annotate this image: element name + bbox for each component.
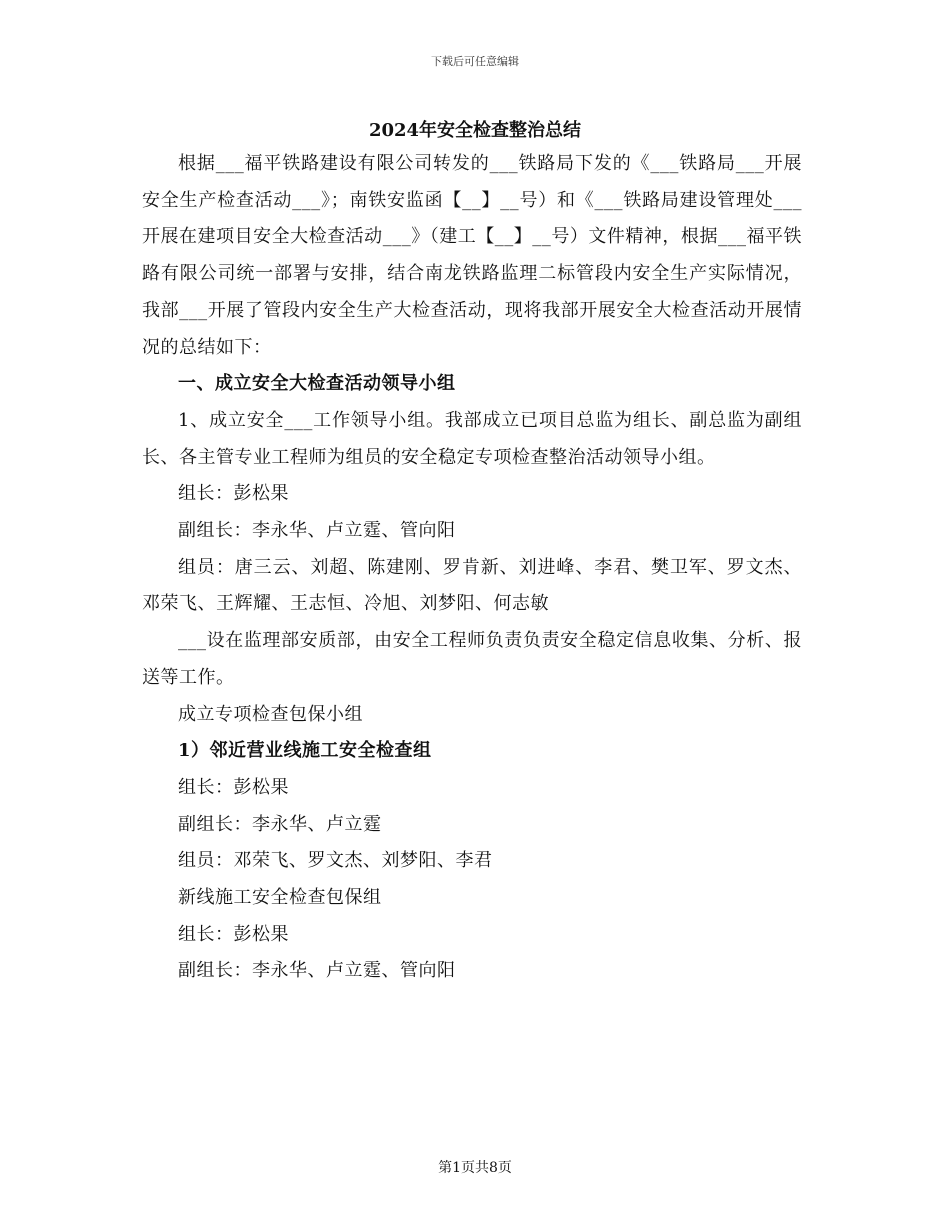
body-paragraph: 组员：唐三云、刘超、陈建刚、罗肯新、刘进峰、李君、樊卫军、罗文杰、邓荣飞、王辉耀、王志恒、冷旭、刘梦阳、何志敏: [142, 556, 802, 615]
document-body: [142, 146, 802, 990]
section-heading-1: 一、成立安全大检查活动领导小组: [178, 373, 456, 395]
body-paragraph: 1、成立安全___工作领导小组。我部成立已项目总监为组长、副总监为副组长、各主管专业工程师为组员的安全稳定专项检查整治活动领导小组。: [142, 409, 802, 468]
document-title: 2024年安全检查整治总结: [368, 120, 582, 141]
body-paragraph: 组长：彭松果: [178, 776, 289, 798]
body-paragraph: 组员：邓荣飞、罗文杰、刘梦阳、李君: [178, 850, 493, 872]
body-paragraph: 组长：彭松果: [178, 483, 289, 505]
subsection-heading: 1）邻近营业线施工安全检查组: [178, 740, 432, 762]
body-paragraph: 成立专项检查包保小组: [178, 703, 363, 725]
body-paragraph: ___设在监理部安质部，由安全工程师负责负责安全稳定信息收集、分析、报送等工作。: [142, 630, 802, 688]
intro-paragraph: 根据___福平铁路建设有限公司转发的___铁路局下发的《___铁路局___开展安全生产检查活动___》；南铁安监函【__】__号）和《___铁路局建设管理处___开展在建项目安全大检查活动___》（建工【__】__号）文件精神，根据___福平铁路有限公司统一部署与安排，结合南龙铁路监理二标管段内安全生产实际情况，我部___开展了管段内安全生产大检查活动，现将我部开展安全大检查活动开展情况的总结如下：: [142, 153, 802, 358]
header-note: 下载后可任意编辑: [431, 55, 519, 68]
body-paragraph: 新线施工安全检查包保组: [178, 887, 382, 909]
body-paragraph: 组长：彭松果: [178, 923, 289, 945]
body-paragraph: 副组长：李永华、卢立霆: [178, 813, 382, 835]
body-paragraph: 副组长：李永华、卢立霆、管向阳: [178, 960, 456, 982]
page-number-footer: 第1页共8页: [438, 1160, 512, 1176]
body-paragraph: 副组长：李永华、卢立霆、管向阳: [178, 520, 456, 542]
